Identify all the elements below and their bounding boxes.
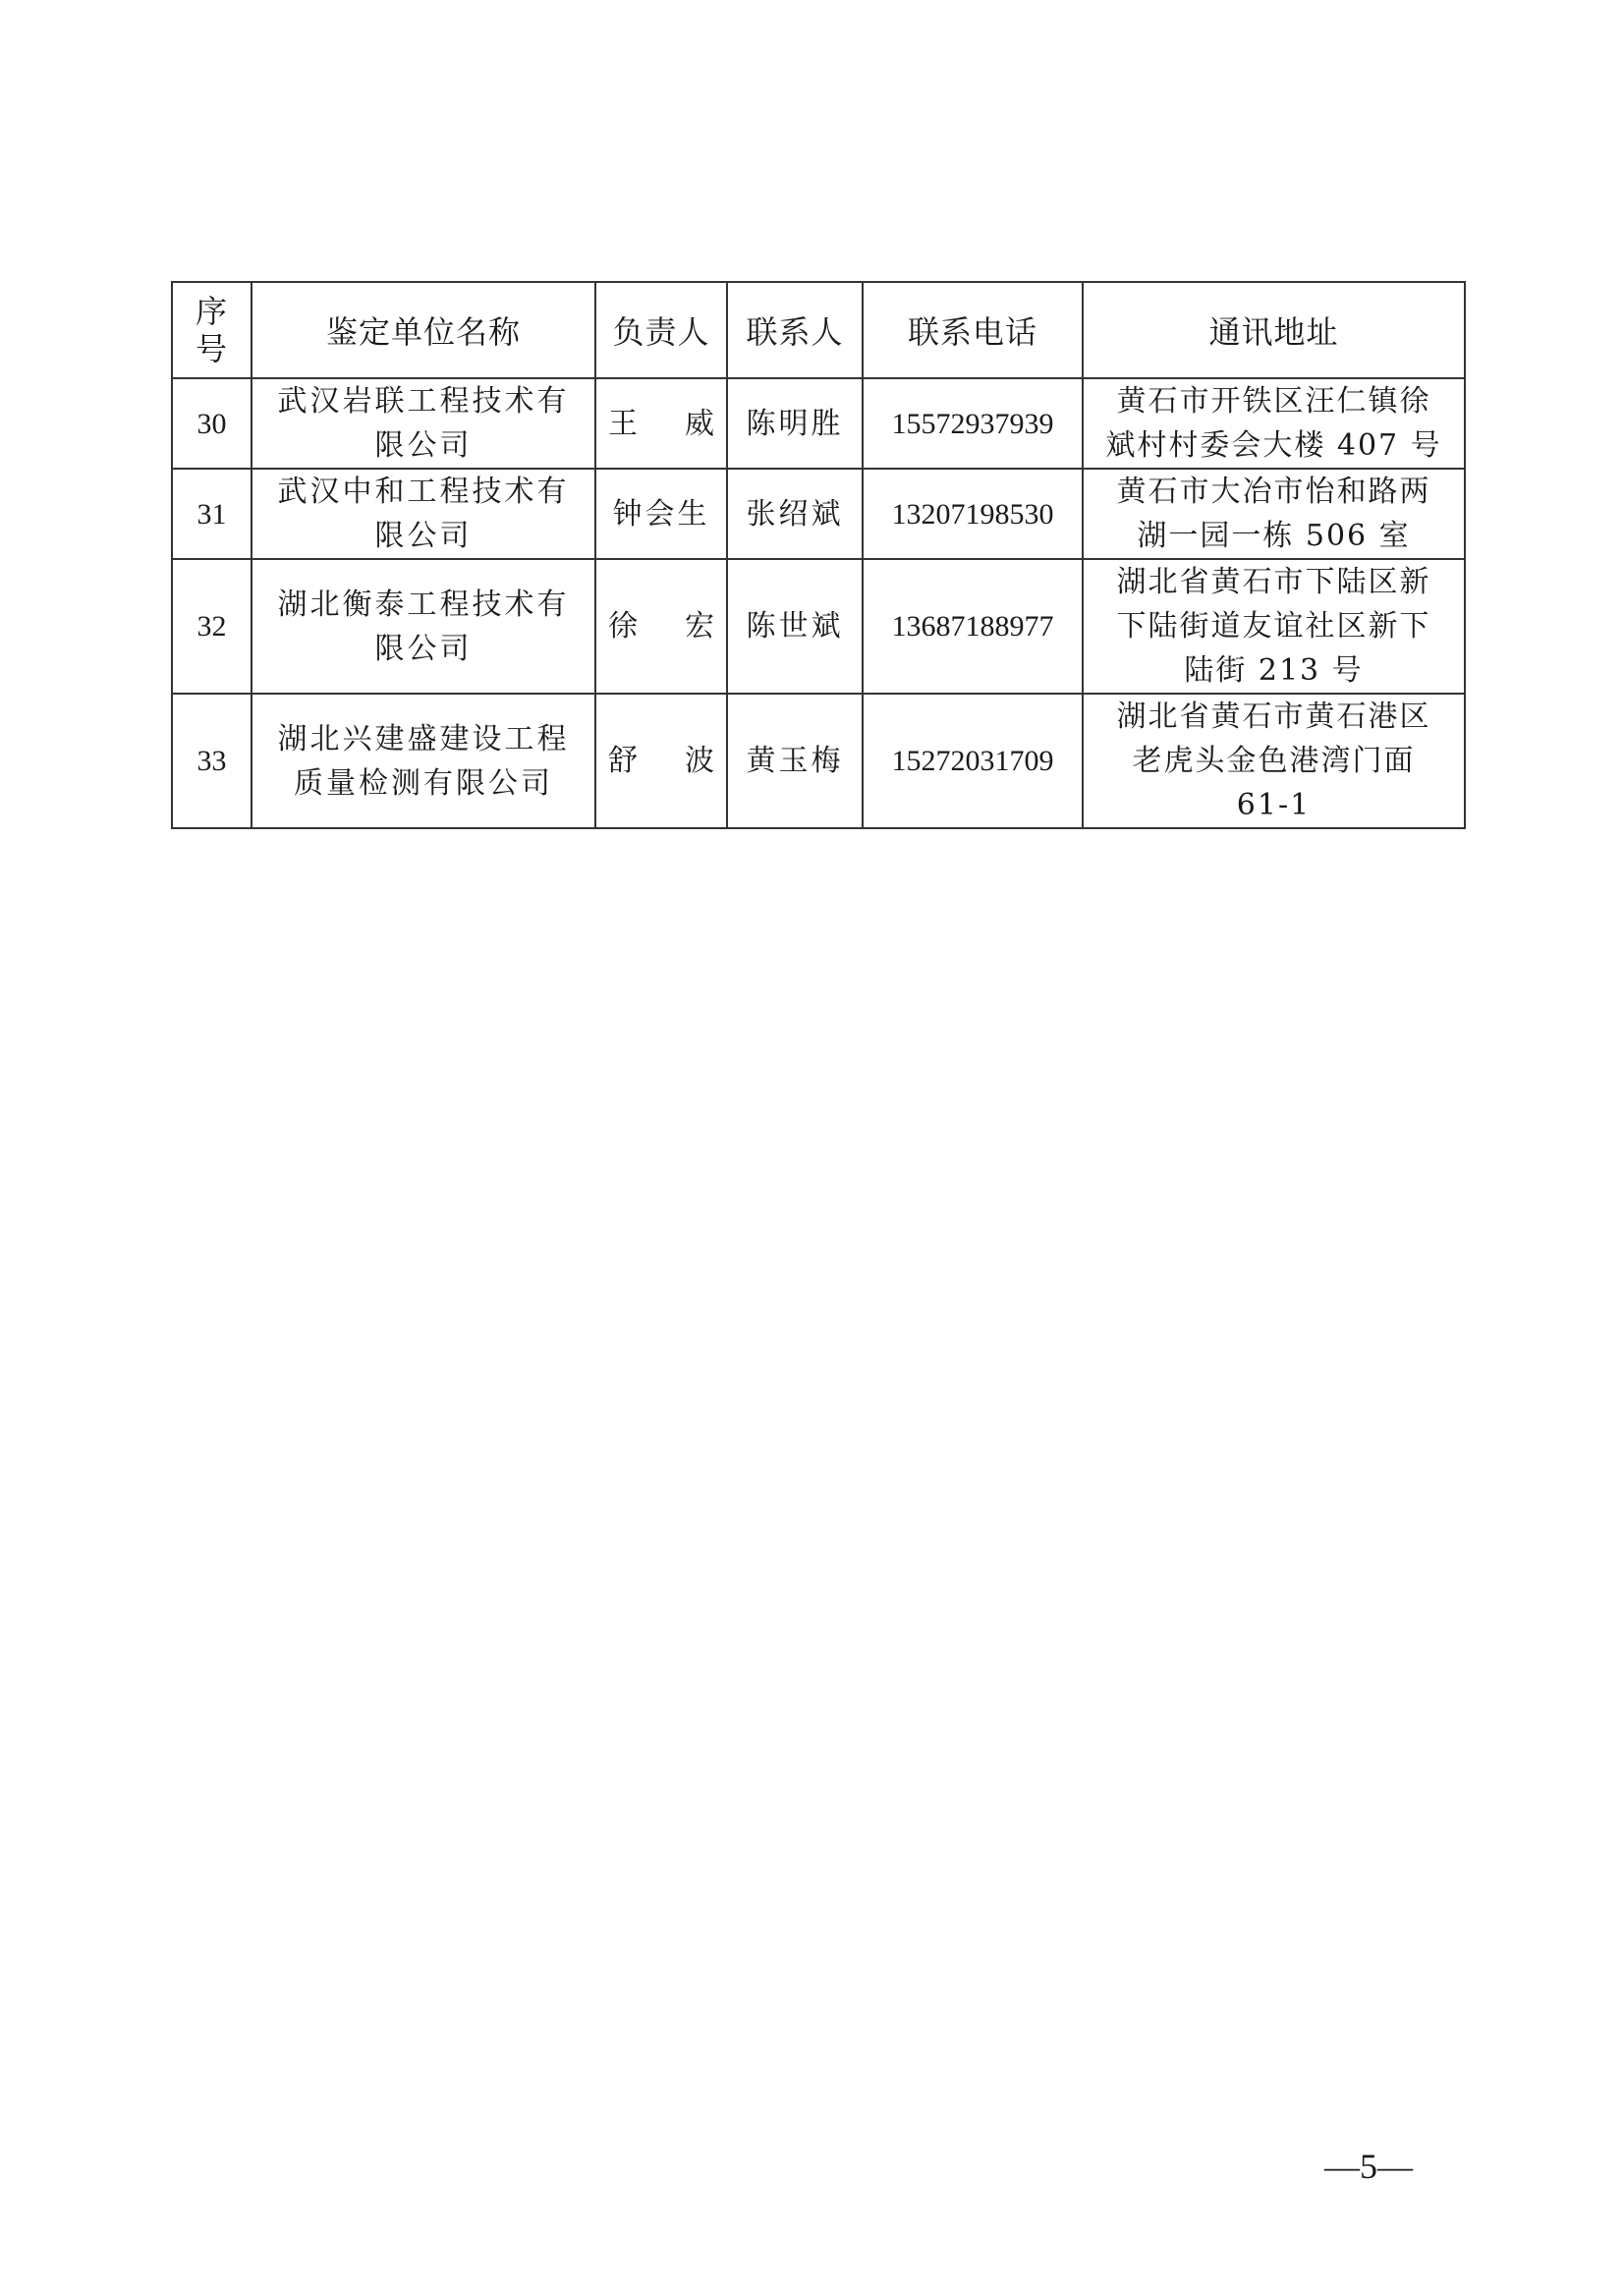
address-line: 黄石市开铁区汪仁镇徐	[1116, 384, 1431, 419]
table-header-row	[172, 282, 1465, 378]
cell-principal: 徐 宏	[595, 559, 727, 694]
cell-phone: 15572937939	[863, 378, 1083, 469]
cell-unit-name	[252, 469, 595, 559]
cell-contact: 张绍斌	[727, 469, 863, 559]
cell-address	[1083, 469, 1465, 559]
cell-address	[1083, 694, 1465, 828]
unit-name-line: 限公司	[374, 631, 473, 666]
address-line: 湖一园一栋 506 室	[1137, 519, 1411, 553]
header-contact: 联系人	[727, 282, 863, 378]
address-line: 老虎头金色港湾门面	[1132, 744, 1416, 778]
unit-name-line: 湖北兴建盛建设工程	[277, 721, 570, 756]
cell-seq: 31	[172, 469, 252, 559]
address-line: 61-1	[1236, 788, 1312, 822]
cell-principal: 舒 波	[595, 694, 727, 828]
cell-principal: 钟会生	[595, 469, 727, 559]
cell-phone: 13687188977	[863, 559, 1083, 694]
cell-seq: 33	[172, 694, 252, 828]
unit-name-line: 限公司	[374, 519, 473, 553]
address-line: 下陆街道友谊社区新下	[1116, 609, 1431, 644]
cell-phone: 15272031709	[863, 694, 1083, 828]
cell-address	[1083, 378, 1465, 469]
table-row	[172, 378, 1465, 469]
cell-unit-name	[252, 378, 595, 469]
header-address: 通讯地址	[1083, 282, 1465, 378]
address-line: 湖北省黄石市黄石港区	[1116, 700, 1431, 734]
cell-seq: 32	[172, 559, 252, 694]
cell-principal: 王 威	[595, 378, 727, 469]
cell-unit-name	[252, 694, 595, 828]
address-line: 湖北省黄石市下陆区新	[1116, 565, 1431, 599]
page-number: —5—	[1324, 2147, 1413, 2186]
appraisal-units-table	[171, 281, 1466, 829]
cell-seq: 30	[172, 378, 252, 469]
header-phone: 联系电话	[863, 282, 1083, 378]
table-row	[172, 469, 1465, 559]
table-row	[172, 694, 1465, 828]
address-line: 黄石市大冶市怡和路两	[1116, 475, 1431, 509]
cell-phone: 13207198530	[863, 469, 1083, 559]
header-unit-name: 鉴定单位名称	[252, 282, 595, 378]
cell-contact: 黄玉梅	[727, 694, 863, 828]
cell-contact: 陈明胜	[727, 378, 863, 469]
unit-name-line: 武汉中和工程技术有	[277, 475, 570, 509]
table-row	[172, 559, 1465, 694]
cell-address	[1083, 559, 1465, 694]
cell-contact: 陈世斌	[727, 559, 863, 694]
unit-name-line: 湖北衡泰工程技术有	[277, 587, 570, 622]
unit-name-line: 质量检测有限公司	[294, 765, 553, 801]
address-line: 陆街 213 号	[1184, 653, 1364, 688]
cell-unit-name	[252, 559, 595, 694]
header-seq: 序 号	[172, 282, 252, 378]
unit-name-line: 武汉岩联工程技术有	[277, 384, 570, 419]
unit-name-line: 限公司	[374, 428, 473, 463]
address-line: 斌村村委会大楼 407 号	[1105, 428, 1442, 463]
header-principal: 负责人	[595, 282, 727, 378]
